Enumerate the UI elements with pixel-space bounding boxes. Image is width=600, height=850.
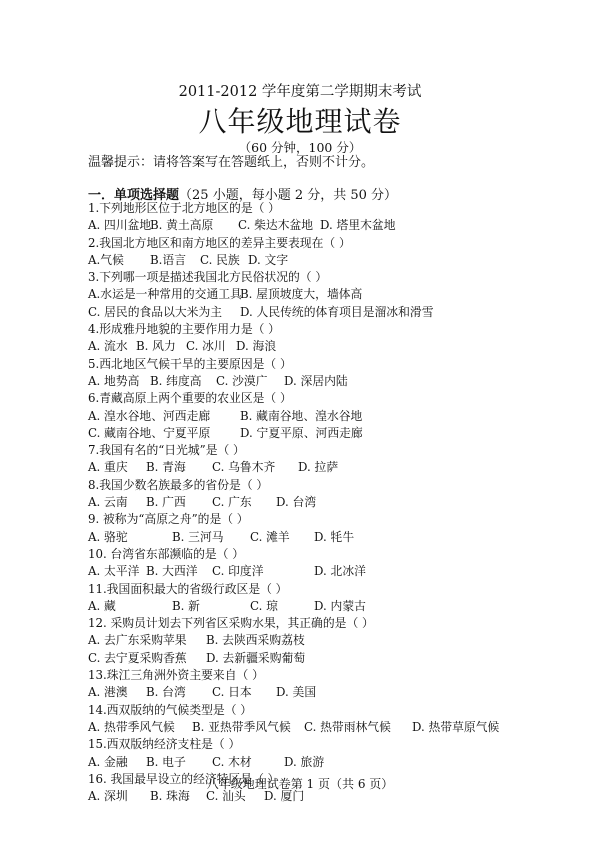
answer-option: D. 拉萨 xyxy=(298,460,339,475)
answer-option: C. 滩羊 xyxy=(250,529,290,544)
answer-option: C. 柴达木盆地 xyxy=(238,218,314,233)
answer-option: D. 去新疆采购葡萄 xyxy=(206,650,306,665)
answer-option: A. 流水 xyxy=(88,339,128,354)
answer-option: A. 藏 xyxy=(88,598,116,613)
answer-option: B. 去陕西采购荔枝 xyxy=(206,633,305,648)
answer-option: A.水运是一种常用的交通工具 xyxy=(88,287,242,302)
answer-option: C. 木材 xyxy=(212,754,252,769)
answer-option: B. 广西 xyxy=(146,495,186,510)
answer-option: D. 塔里木盆地 xyxy=(320,218,396,233)
question-stem: 16. 我国最早设立的经济特区是（ ） xyxy=(88,771,280,786)
page-footer: 八年级地理试卷第 1 页（共 6 页） xyxy=(206,777,394,791)
answer-option: D. 旅游 xyxy=(284,754,325,769)
answer-option: B. 电子 xyxy=(146,754,186,769)
answer-option: D. 牦牛 xyxy=(314,529,355,544)
answer-option: A. 太平洋 xyxy=(88,564,140,579)
answer-option: B. 风力 xyxy=(136,339,176,354)
question-stem: 11.我国面积最大的省级行政区是（ ） xyxy=(88,581,288,596)
exam-title: 2011-2012 学年度第二学期期末考试 xyxy=(178,84,422,100)
question-stem: 6.青藏高原上两个重要的农业区是（ ） xyxy=(88,391,292,406)
question-stem: 13.珠江三角洲外资主要来自（ ） xyxy=(88,668,264,683)
answer-option: A. 重庆 xyxy=(88,460,128,475)
answer-option: D. 北冰洋 xyxy=(314,564,366,579)
option-row xyxy=(88,529,588,546)
answer-option: B. 黄土高原 xyxy=(150,218,214,233)
option-row xyxy=(88,632,588,649)
option-row xyxy=(88,563,588,580)
answer-option: A. 湟水谷地、河西走廊 xyxy=(88,408,211,423)
answer-option: D. 厦门 xyxy=(264,789,305,804)
answer-option: C. 印度洋 xyxy=(212,564,264,579)
option-row xyxy=(88,425,588,442)
answer-option: D. 台湾 xyxy=(276,495,317,510)
section-title: 一．单项选择题 xyxy=(88,188,180,203)
answer-option: D. 热带草原气候 xyxy=(412,719,500,734)
option-row xyxy=(88,217,588,234)
question-stem: 2.我国北方地区和南方地区的差异主要表现在（ ） xyxy=(88,235,351,250)
answer-option: C. 汕头 xyxy=(206,789,246,804)
answer-option: B. 台湾 xyxy=(146,685,186,700)
answer-option: A. 深圳 xyxy=(88,789,128,804)
option-row xyxy=(88,459,588,476)
answer-option: D. 内蒙古 xyxy=(314,598,366,613)
answer-option: C. 琼 xyxy=(250,598,278,613)
answer-option: D. 宁夏平原、河西走廊 xyxy=(240,425,363,440)
answer-option: C. 冰川 xyxy=(186,339,226,354)
question-stem: 8.我国少数名族最多的省份是（ ） xyxy=(88,477,269,492)
option-row xyxy=(88,684,588,701)
answer-option: B.语言 xyxy=(150,252,187,267)
answer-option: D. 深居内陆 xyxy=(284,373,348,388)
answer-option: B. 大西洋 xyxy=(146,564,198,579)
answer-option: C. 日本 xyxy=(212,685,252,700)
answer-option: C. 广东 xyxy=(212,495,252,510)
option-row xyxy=(88,754,588,771)
answer-option: C. 藏南谷地、宁夏平原 xyxy=(88,425,211,440)
answer-option: A. 骆驼 xyxy=(88,529,128,544)
option-row xyxy=(88,286,588,303)
answer-option: C. 热带雨林气候 xyxy=(304,719,391,734)
answer-option: A. 热带季风气候 xyxy=(88,719,175,734)
option-row xyxy=(88,598,588,615)
question-stem: 12. 采购员计划去下列省区采购水果，其正确的是（ ） xyxy=(88,616,374,631)
answer-option: C. 去宁夏采购香蕉 xyxy=(88,650,187,665)
question-stem: 10. 台湾省东部濒临的是（ ） xyxy=(88,546,245,561)
answer-option: C. 沙漠广 xyxy=(216,373,268,388)
option-row xyxy=(88,338,588,355)
answer-option: A. 云南 xyxy=(88,495,128,510)
answer-option: B. 屋顶坡度大，墙体高 xyxy=(240,287,363,302)
answer-option: B. 青海 xyxy=(146,460,186,475)
question-stem: 9. 被称为“高原之舟”的是（ ） xyxy=(88,512,249,527)
option-row xyxy=(88,252,588,269)
question-stem: 3.下列哪一项是描述我国北方民俗状况的（ ） xyxy=(88,270,328,285)
option-row xyxy=(88,494,588,511)
answer-option: D. 海浪 xyxy=(236,339,277,354)
time-score: （60 分钟，100 分） xyxy=(238,140,362,155)
answer-option: B. 三河马 xyxy=(172,529,224,544)
option-row xyxy=(88,650,588,667)
question-stem: 7.我国有名的“日光城”是（ ） xyxy=(88,443,245,458)
answer-option: B. 纬度高 xyxy=(150,373,202,388)
question-stem: 1.下列地形区位于北方地区的是（ ） xyxy=(88,201,280,215)
answer-option: B. 珠海 xyxy=(150,789,190,804)
answer-option: A. 去广东采购苹果 xyxy=(88,633,187,648)
answer-option: A. 港澳 xyxy=(88,685,128,700)
notice-text: 温馨提示：请将答案写在答题纸上，否则不计分。 xyxy=(88,155,375,170)
answer-option: C. 居民的食品以大米为主 xyxy=(88,304,223,319)
answer-option: D. 文字 xyxy=(248,252,289,267)
question-stem: 15.西双版纳经济支柱是（ ） xyxy=(88,737,241,752)
answer-option: B. 藏南谷地、湟水谷地 xyxy=(240,408,363,423)
answer-option: C. 民族 xyxy=(200,252,240,267)
paper-title: 八年级地理试卷 xyxy=(198,105,402,138)
answer-option: B. 新 xyxy=(172,598,200,613)
option-row xyxy=(88,373,588,390)
answer-option: A. 四川盆地 xyxy=(88,218,152,233)
question-stem: 4.形成雅丹地貌的主要作用力是（ ） xyxy=(88,322,280,337)
section-detail: （25 小题，每小题 2 分，共 50 分） xyxy=(179,188,398,203)
answer-option: D. 人民传统的体育项目是溜冰和滑雪 xyxy=(240,304,434,319)
answer-option: A.气候 xyxy=(88,252,124,267)
question-list xyxy=(88,200,588,805)
answer-option: B. 亚热带季风气候 xyxy=(192,719,291,734)
question-stem: 14.西双版纳的气候类型是（ ） xyxy=(88,702,253,717)
answer-option: A. 金融 xyxy=(88,754,128,769)
option-row xyxy=(88,408,588,425)
question-stem: 5.西北地区气候干旱的主要原因是（ ） xyxy=(88,356,292,371)
option-row xyxy=(88,304,588,321)
answer-option: D. 美国 xyxy=(276,685,317,700)
option-row xyxy=(88,719,588,736)
answer-option: A. 地势高 xyxy=(88,373,140,388)
answer-option: C. 乌鲁木齐 xyxy=(212,460,276,475)
